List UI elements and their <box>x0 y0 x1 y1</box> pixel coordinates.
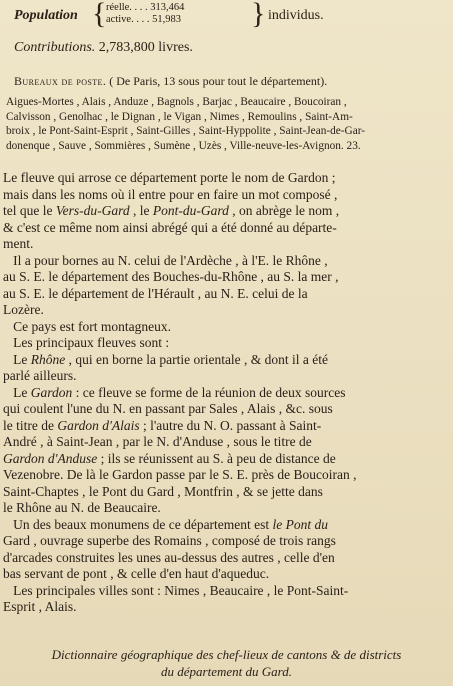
body-line: parlé ailleurs. <box>3 368 77 383</box>
population-label: Population <box>14 8 78 23</box>
body-line: Il a pour bornes au N. celui de l'Ardèche , à l'E. le Rhône , <box>3 252 328 268</box>
body-line: Le Gardon : ce fleuve se forme de la réunion de deux sources <box>3 384 346 400</box>
body-line: Les principaux fleuves sont : <box>3 335 170 350</box>
body-line: Le Rhône , qui en borne la partie orientale , & dont il a été <box>3 351 329 367</box>
town-list-line: Calvisson , Genolhac , le Dignan , le Vigan , Nimes , Remoulins , Saint-Am- <box>6 110 353 123</box>
population-unit: individus. <box>268 8 324 23</box>
footer-line-2: du département du Gard. <box>161 664 292 679</box>
body-line: Ce pays est fort montagneux. <box>3 318 171 334</box>
body-line: Le fleuve qui arrose ce département porte le nom de Gardon ; <box>3 170 336 185</box>
bureaux-rate: ( De Paris, 13 sous pour tout le département). <box>109 74 328 88</box>
body-line: au S. E. le département des Bouches-du-Rhône , au S. la mer , <box>3 269 339 284</box>
population-block <box>14 2 444 30</box>
body-line: qui coulent l'une du N. en passant par Sales , Alais , &c. sous <box>3 401 333 416</box>
body-line: Saint-Chaptes , le Pont du Gard , Montfrin , & se jette dans <box>3 483 323 499</box>
body-line: d'arcades construites les unes au-dessus des autres , celle d'en <box>3 549 335 565</box>
left-brace: { <box>92 0 107 30</box>
body-text <box>3 170 448 616</box>
body-line: tel que le Vers-du-Gard , le Pont-du-Gard , on abrège le nom , <box>3 203 340 218</box>
right-brace: } <box>251 0 266 30</box>
body-line: le titre de Gardon d'Alais ; l'autre du N. O. passant à Saint- <box>3 417 322 433</box>
body-line: bas servant de pont , & celle d'en haut d'aqueduc. <box>3 566 270 581</box>
body-line: mais dans les noms où il entre pour en faire un mot composé , <box>3 186 338 202</box>
town-list-line: donenque , Sauve , Sommières , Sumène , Uzès , Ville-neuve-les-Avignon. 23. <box>6 139 361 152</box>
body-line: ment. <box>3 236 34 251</box>
contributions-value: 2,783,800 livres. <box>98 40 193 55</box>
bureaux-title: Bureaux de poste. <box>14 74 107 88</box>
population-real: réelle. . . . 313,464 <box>106 2 185 13</box>
body-line: Les principales villes sont : Nimes , Beaucaire , le Pont-Saint- <box>3 582 349 598</box>
body-line: Vezenobre. De là le Gardon passe par le S. E. près de Boucoiran , <box>3 467 357 482</box>
town-list-line: Aigues-Mortes , Alais , Anduze , Bagnols , Barjac , Beaucaire , Boucoiran , <box>6 96 347 108</box>
body-line: Gardon d'Anduse ; ils se réunissent au S. à peu de distance de <box>3 450 336 466</box>
contributions-label: Contributions. <box>14 40 96 55</box>
footer-line-1: Dictionnaire géographique des chef-lieux de cantons & de districts <box>51 647 402 662</box>
body-line: au S. E. le département de l'Hérault , au N. E. celui de la <box>3 285 308 301</box>
body-line: & c'est ce même nom ainsi abrégé qui a été donné au départe- <box>3 219 337 235</box>
population-active: active. . . . 51,983 <box>106 14 181 25</box>
population-rows <box>106 2 184 26</box>
body-line: Lozère. <box>3 302 44 317</box>
body-line: Gard , ouvrage superbe des Romains , composé de trois rangs <box>3 533 336 548</box>
body-line: Esprit , Alais. <box>3 599 77 614</box>
footer-heading <box>0 646 453 680</box>
post-offices-list <box>6 95 448 153</box>
bureaux-heading <box>14 74 444 89</box>
town-list-line: broix , le Pont-Saint-Esprit , Saint-Gilles , Saint-Hyppolite , Saint-Jean-de-Gar- <box>6 125 366 138</box>
contributions-line <box>14 40 193 56</box>
body-line: André , à Saint-Jean , par le N. d'Anduse , sous le titre de <box>3 434 312 449</box>
body-line: le Rhône au N. de Beaucaire. <box>3 500 161 515</box>
body-line: Un des beaux monumens de ce département est le Pont du <box>3 516 329 532</box>
